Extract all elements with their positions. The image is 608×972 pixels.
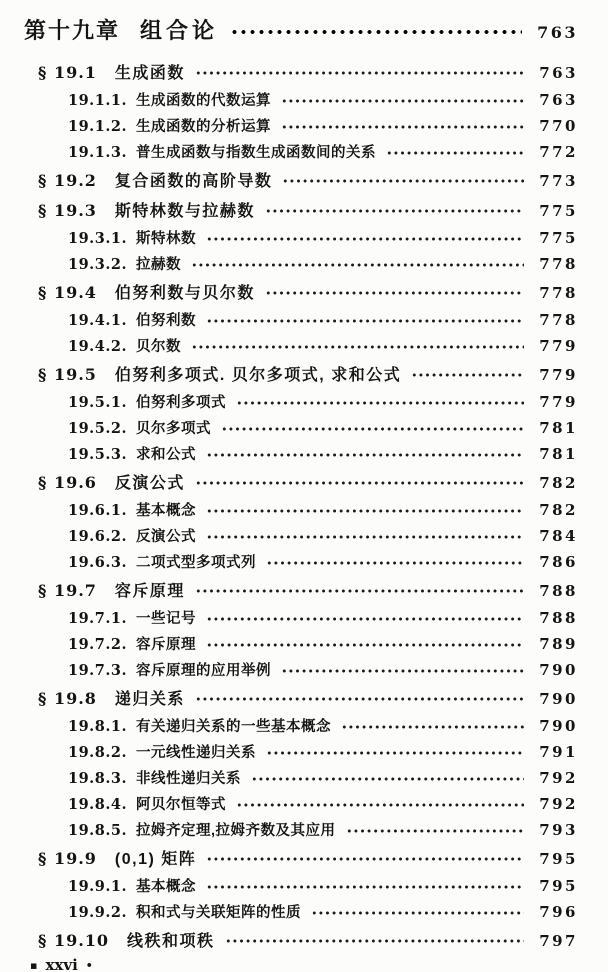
toc-entry xyxy=(24,90,578,112)
toc-entry xyxy=(24,820,578,842)
toc-entry xyxy=(24,768,578,790)
toc-entry xyxy=(24,472,578,495)
chapter-number: 第十九章 xyxy=(24,18,121,43)
dot-leader xyxy=(386,148,524,158)
toc-entry xyxy=(24,364,578,387)
toc-entry-title: 生成函数的代数运算 xyxy=(136,93,272,109)
toc-entry-page: 786 xyxy=(539,553,578,571)
toc-entry-number: 19.1.2. xyxy=(68,118,128,135)
toc-entry-page: 779 xyxy=(539,337,578,355)
toc-entry-title: 一些记号 xyxy=(136,611,197,627)
toc-entry-number: 19.6.3. xyxy=(68,554,128,571)
toc-entry-title: 容斥原理 xyxy=(136,637,197,653)
toc-entry-number: 19.5.1. xyxy=(68,394,128,411)
toc-entry-title: 反演公式 xyxy=(136,529,197,545)
toc-entry-number: § 19.1 xyxy=(38,62,97,82)
toc-entry xyxy=(24,418,578,440)
dot-leader xyxy=(236,800,524,810)
toc-entry-title: 递归关系 xyxy=(114,690,185,708)
toc-entry-page: 763 xyxy=(539,91,578,109)
toc-entry xyxy=(24,580,578,603)
toc-entry-page: 772 xyxy=(539,143,578,161)
toc-entry-title: 复合函数的高阶导数 xyxy=(114,172,273,190)
toc-entry xyxy=(24,930,578,953)
toc-entry xyxy=(24,526,578,548)
toc-entry-title: 拉赫数 xyxy=(136,257,182,273)
toc-entry-page: 796 xyxy=(539,903,578,921)
page-footer xyxy=(24,956,578,972)
toc-entry-page: 781 xyxy=(539,419,578,437)
toc-entry-title: 伯努利数 xyxy=(136,313,197,329)
toc-entry-number: § 19.8 xyxy=(38,688,97,708)
toc-entry-number: 19.9.1. xyxy=(68,878,128,895)
toc-entry-number: 19.8.4. xyxy=(68,796,128,813)
footer-left-bullet: ▪ xyxy=(30,958,38,972)
toc-entry-page: 775 xyxy=(539,229,578,247)
toc-entry-number: 19.1.1. xyxy=(68,92,128,109)
toc-entry-page: 773 xyxy=(539,171,578,190)
toc-entry xyxy=(24,634,578,656)
toc-entry xyxy=(24,608,578,630)
toc-entry-title: 生成函数的分析运算 xyxy=(136,119,272,135)
dot-leader xyxy=(206,854,524,864)
toc-entry-page: 784 xyxy=(539,527,578,545)
toc-entry-number: 19.7.1. xyxy=(68,610,128,627)
toc-entry-page: 775 xyxy=(539,201,578,220)
toc-entry-page: 790 xyxy=(539,689,578,708)
toc-entry-page: 778 xyxy=(539,311,578,329)
toc-entry-title: 伯努利多项式. 贝尔多项式, 求和公式 xyxy=(114,366,402,384)
toc-entry-page: 778 xyxy=(539,283,578,302)
dot-leader xyxy=(206,450,524,460)
toc-entry-page: 782 xyxy=(539,501,578,519)
toc-entry-title: (0,1) 矩阵 xyxy=(114,850,197,868)
toc-entry-number: 19.6.1. xyxy=(68,502,128,519)
toc-entry-number: 19.8.5. xyxy=(68,822,128,839)
footer-right-bullet: • xyxy=(85,958,93,972)
toc-entry-title: 伯努利数与贝尔数 xyxy=(114,284,255,302)
toc-entry-page: 779 xyxy=(539,393,578,411)
toc-entry xyxy=(24,282,578,305)
toc-entry xyxy=(24,552,578,574)
dot-leader xyxy=(225,936,524,946)
toc-entry-title: 一元线性递归关系 xyxy=(136,745,257,761)
toc-entry-number: 19.8.3. xyxy=(68,770,128,787)
toc-entry-number: 19.7.2. xyxy=(68,636,128,653)
toc-entry-page: 782 xyxy=(539,473,578,492)
toc-entry-number: § 19.10 xyxy=(38,930,110,950)
toc-entry-number: 19.1.3. xyxy=(68,144,128,161)
toc-entry-page: 790 xyxy=(539,661,578,679)
dot-leader xyxy=(281,96,524,106)
dot-leader xyxy=(282,176,524,186)
chapter-page-number: 763 xyxy=(537,23,578,42)
toc-entry-number: § 19.5 xyxy=(38,364,97,384)
toc-entry-number: § 19.9 xyxy=(38,848,97,868)
dot-leader xyxy=(195,478,524,488)
dot-leader xyxy=(191,342,524,352)
toc-entry-number: 19.8.2. xyxy=(68,744,128,761)
toc-entry-page: 788 xyxy=(539,581,578,600)
dot-leader xyxy=(221,424,524,434)
toc-entry-page: 790 xyxy=(539,717,578,735)
toc-entry-title: 斯特林数 xyxy=(136,231,197,247)
toc-entry-page: 795 xyxy=(539,849,578,868)
toc-entry-number: 19.4.1. xyxy=(68,312,128,329)
toc-entry-number: 19.3.2. xyxy=(68,256,128,273)
toc-entry-title: 求和公式 xyxy=(136,447,197,463)
toc-entry-page: 788 xyxy=(539,609,578,627)
toc-entry-number: § 19.7 xyxy=(38,580,97,600)
toc-entry-number: 19.6.2. xyxy=(68,528,128,545)
toc-entry-page: 789 xyxy=(539,635,578,653)
toc-entry xyxy=(24,742,578,764)
toc-entry xyxy=(24,170,578,193)
toc-entry-number: § 19.3 xyxy=(38,200,97,220)
toc-entry xyxy=(24,200,578,223)
toc-entry-title: 基本概念 xyxy=(136,879,197,895)
toc-entry-title: 贝尔数 xyxy=(136,339,182,355)
dot-leader xyxy=(230,26,522,38)
dot-leader xyxy=(206,532,524,542)
dot-leader xyxy=(206,614,524,624)
toc-entry-title: 普生成函数与指数生成函数间的关系 xyxy=(136,145,377,161)
toc-entry-title: 容斥原理 xyxy=(114,582,185,600)
dot-leader xyxy=(265,206,524,216)
toc-entry xyxy=(24,848,578,871)
toc-entry-number: 19.5.3. xyxy=(68,446,128,463)
toc-entry xyxy=(24,876,578,898)
toc-entry xyxy=(24,688,578,711)
dot-leader xyxy=(281,666,524,676)
dot-leader xyxy=(411,370,524,380)
toc-entry-title: 生成函数 xyxy=(114,64,185,82)
toc-entry-title: 二项式型多项式列 xyxy=(136,555,257,571)
toc-entry-title: 阿贝尔恒等式 xyxy=(136,797,227,813)
dot-leader xyxy=(236,398,524,408)
dot-leader xyxy=(266,558,524,568)
toc-entry-page: 795 xyxy=(539,877,578,895)
dot-leader xyxy=(265,288,524,298)
toc-entry-number: 19.4.2. xyxy=(68,338,128,355)
dot-leader xyxy=(195,586,524,596)
toc-entry-page: 797 xyxy=(539,931,578,950)
toc-entry-title: 斯特林数与拉赫数 xyxy=(114,202,255,220)
toc-entry xyxy=(24,62,578,85)
toc-entry xyxy=(24,500,578,522)
toc-entry-title: 非线性递归关系 xyxy=(136,771,242,787)
dot-leader xyxy=(281,122,524,132)
dot-leader xyxy=(311,908,524,918)
toc-entry-title: 贝尔多项式 xyxy=(136,421,212,437)
toc-entry-title: 积和式与关联矩阵的性质 xyxy=(136,905,302,921)
dot-leader xyxy=(266,748,524,758)
toc-entry-number: 19.5.2. xyxy=(68,420,128,437)
toc-entry-number: § 19.2 xyxy=(38,170,97,190)
dot-leader xyxy=(191,260,524,270)
dot-leader xyxy=(195,694,524,704)
toc-entry-title: 拉姆齐定理,拉姆齐数及其应用 xyxy=(136,823,336,839)
toc-entry-page: 792 xyxy=(539,769,578,787)
toc-entry-number: 19.9.2. xyxy=(68,904,128,921)
dot-leader xyxy=(206,882,524,892)
toc-entry-page: 791 xyxy=(539,743,578,761)
toc-entry-number: 19.7.3. xyxy=(68,662,128,679)
toc-entry-page: 793 xyxy=(539,821,578,839)
dot-leader xyxy=(206,316,524,326)
toc-entry-number: 19.8.1. xyxy=(68,718,128,735)
dot-leader xyxy=(341,722,524,732)
dot-leader xyxy=(206,234,524,244)
toc-entry xyxy=(24,310,578,332)
toc-entry-page: 779 xyxy=(539,365,578,384)
toc-entry-page: 781 xyxy=(539,445,578,463)
dot-leader xyxy=(346,826,524,836)
toc-entry xyxy=(24,228,578,250)
dot-leader xyxy=(251,774,524,784)
dot-leader xyxy=(195,68,524,78)
toc-entry xyxy=(24,716,578,738)
toc-entry-title: 伯努利多项式 xyxy=(136,395,227,411)
toc-entry-page: 778 xyxy=(539,255,578,273)
dot-leader xyxy=(206,506,524,516)
toc-entry-title: 基本概念 xyxy=(136,503,197,519)
toc-entry xyxy=(24,794,578,816)
toc-entry-number: § 19.4 xyxy=(38,282,97,302)
toc-entry xyxy=(24,254,578,276)
toc-entry-page: 792 xyxy=(539,795,578,813)
toc-entry xyxy=(24,660,578,682)
chapter-heading xyxy=(24,16,578,48)
toc-entry xyxy=(24,336,578,358)
toc-entry-title: 线秩和项秩 xyxy=(127,932,215,950)
toc-entry-page: 770 xyxy=(539,117,578,135)
folio-page-number: xxvi xyxy=(45,956,78,972)
toc-entry-page: 763 xyxy=(539,63,578,82)
toc-entry xyxy=(24,444,578,466)
chapter-title: 组合论 xyxy=(140,18,219,43)
toc-entry-title: 反演公式 xyxy=(114,474,185,492)
toc-entry xyxy=(24,902,578,924)
toc-entry-title: 有关递归关系的一些基本概念 xyxy=(136,719,332,735)
toc-entry xyxy=(24,142,578,164)
toc-entry xyxy=(24,392,578,414)
toc-entry-number: 19.3.1. xyxy=(68,230,128,247)
toc-entry-number: § 19.6 xyxy=(38,472,97,492)
dot-leader xyxy=(206,640,524,650)
toc-entry xyxy=(24,116,578,138)
toc-entry-title: 容斥原理的应用举例 xyxy=(136,663,272,679)
